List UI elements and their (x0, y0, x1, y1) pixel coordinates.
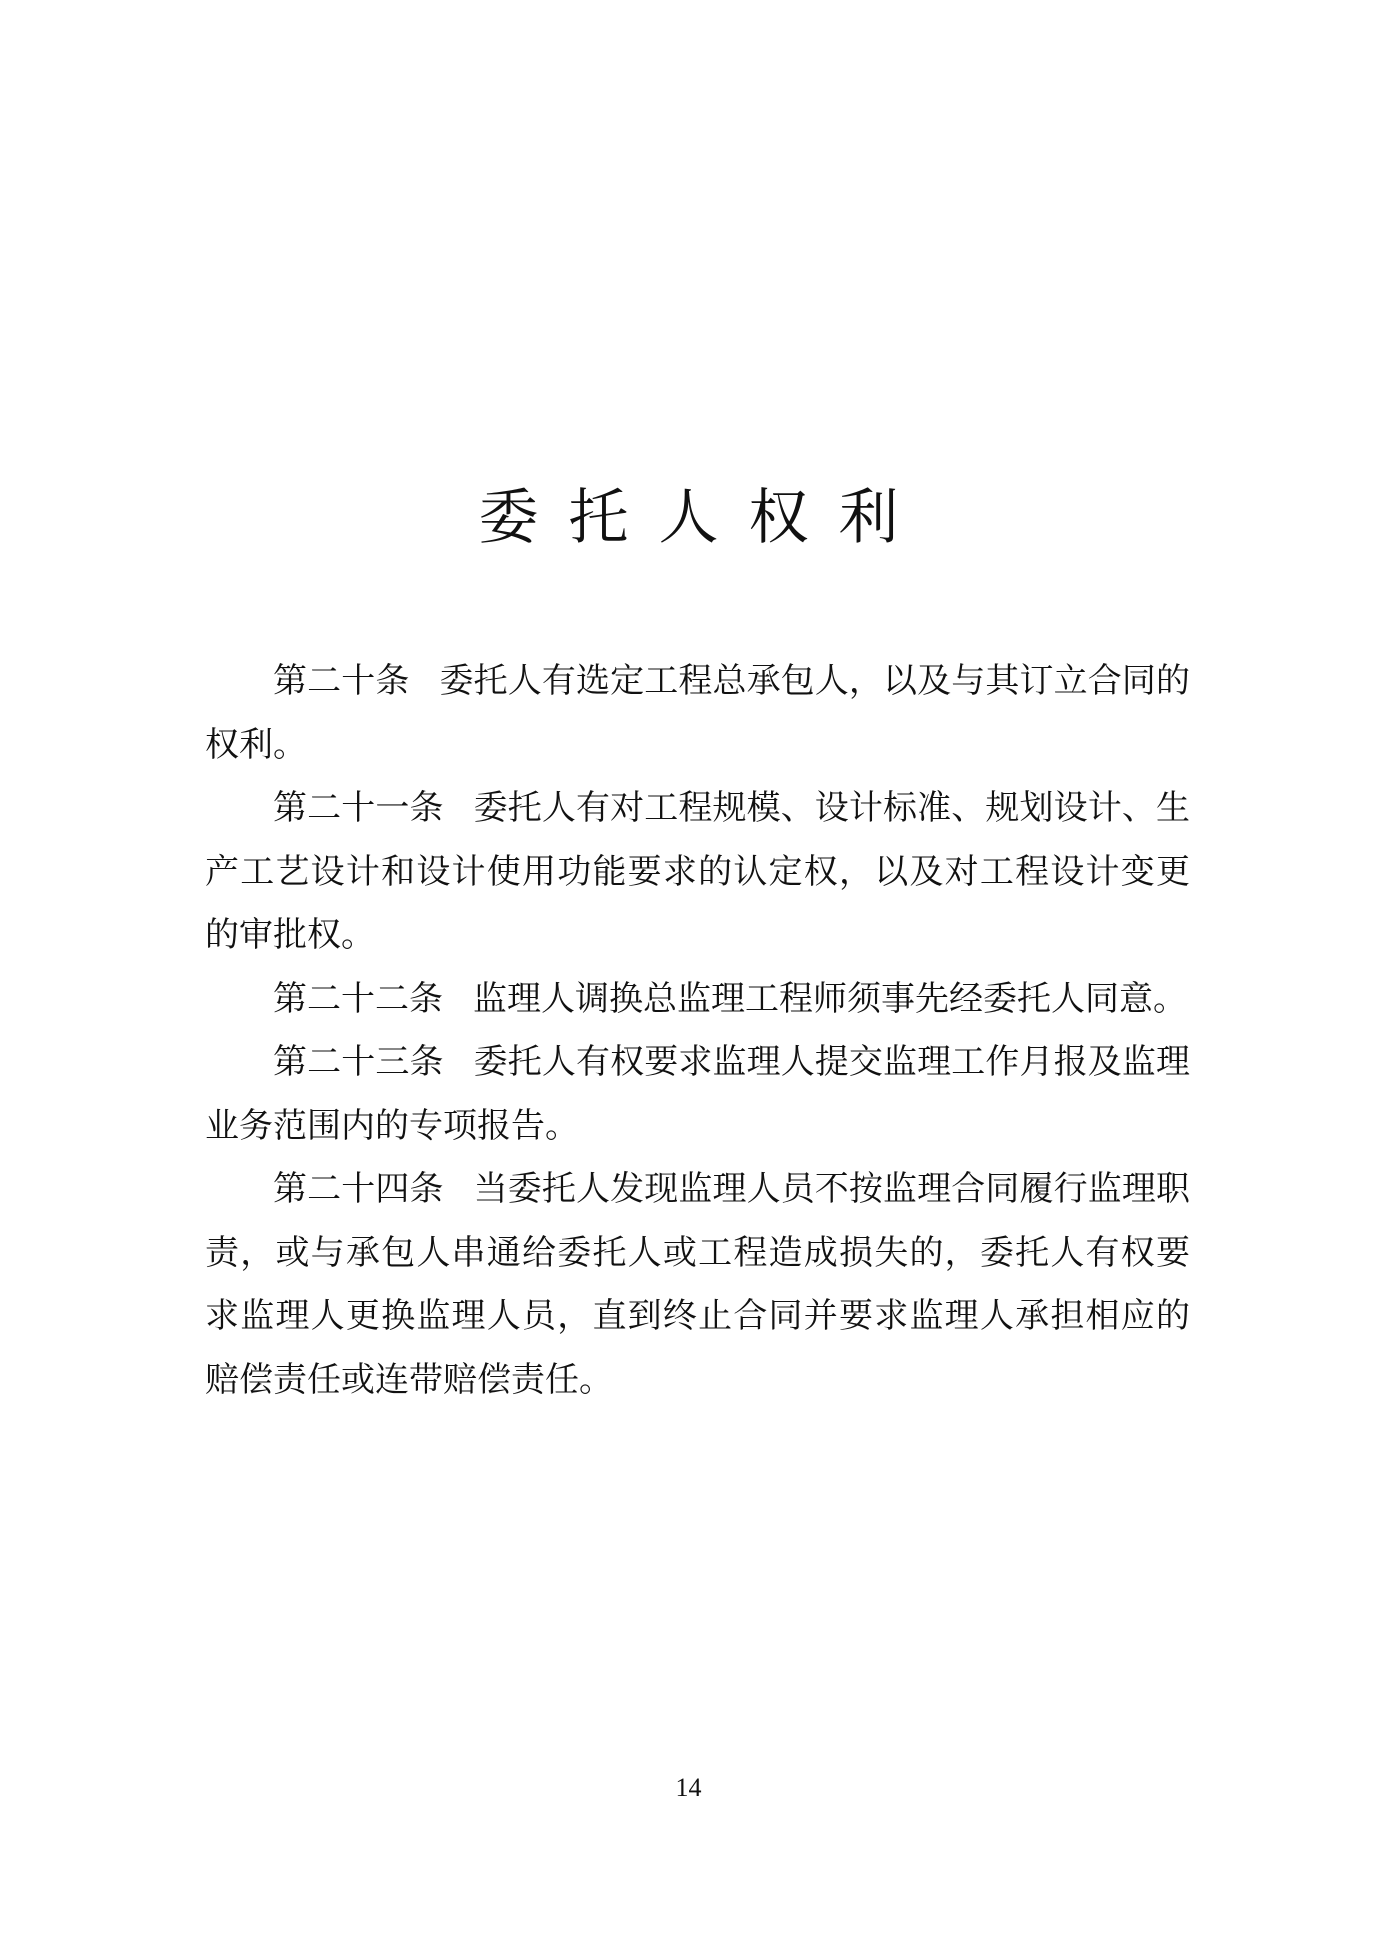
page-number: 14 (675, 1773, 702, 1802)
article-text: 当委托人发现监理人员不按监理合同履行监理职责，或与承包人串通给委托人或工程造成损失的，委托人有权要求监理人更换监理人员，直到终止合同并要求监理人承担相应的赔偿责任或连带赔偿责任。 (205, 1169, 1191, 1400)
article-number: 第二十四条 (273, 1169, 444, 1209)
article-22 (205, 968, 1190, 1032)
article-text: 监理人调换总监理工程师须事先经委托人同意。 (473, 978, 1187, 1019)
article-number: 第二十条 (273, 661, 410, 701)
article-number: 第二十一条 (273, 788, 444, 828)
article-text: 委托人有权要求监理人提交监理工作月报及监理业务范围内的专项报告。 (205, 1042, 1191, 1146)
article-21 (205, 777, 1190, 968)
article-23 (205, 1031, 1190, 1158)
article-20 (205, 650, 1190, 777)
article-24 (205, 1158, 1190, 1412)
article-text: 委托人有对工程规模、设计标准、规划设计、生产工艺设计和设计使用功能要求的认定权，以及对工程设计变更的审批权。 (205, 788, 1191, 955)
article-text: 委托人有选定工程总承包人，以及与其订立合同的权利。 (205, 661, 1191, 765)
article-number: 第二十三条 (273, 1042, 444, 1082)
page-title: 委托人权利 (478, 483, 929, 553)
article-number: 第二十二条 (273, 978, 443, 1019)
document-body (205, 650, 1190, 1412)
